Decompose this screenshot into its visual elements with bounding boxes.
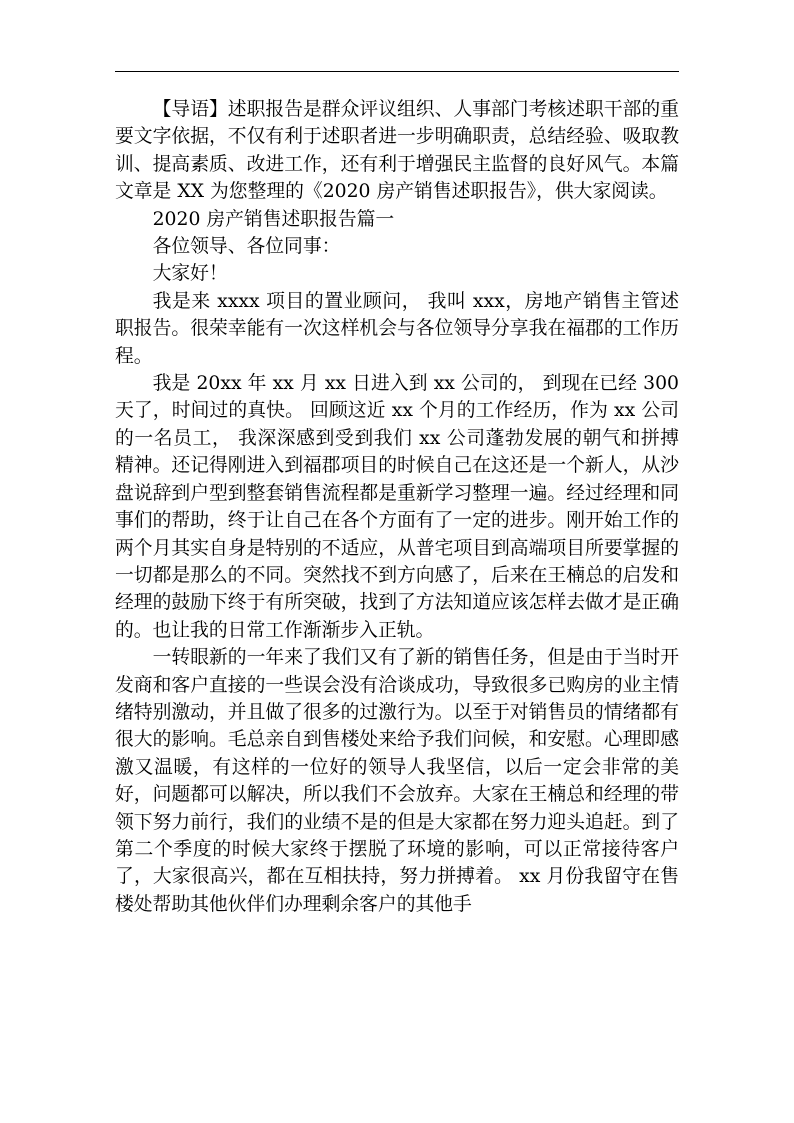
intro-paragraph: 【导语】述职报告是群众评议组织、人事部门考核述职干部的重要文字依据，不仅有利于述职者进一步明确职责，总结经验、吸取教训、提高素质、改进工作，还有利于增强民主监督的良好风气。本篇文章是 XX 为您整理的《2020 房产销售述职报告》，供大家阅读。 xyxy=(115,99,679,203)
header-rule xyxy=(115,71,679,72)
document-body xyxy=(115,96,679,918)
body-paragraph: 我是来 xxxx 项目的置业顾问， 我叫 xxx，房地产销售主管述职报告。很荣幸能有一次这样机会与各位领导分享我在福郡的工作历程。 xyxy=(115,290,679,367)
salutation: 各位领导、各位同事： xyxy=(152,236,341,258)
greeting: 大家好！ xyxy=(152,263,228,285)
body-paragraph: 我是 20xx 年 xx 月 xx 日进入到 xx 公司的， 到现在已经 300 天了，时间过的真快。 回顾这近 xx 个月的工作经历，作为 xx 公司的一名员工， 我深深感到受到我们 xx 公司蓬勃发展的朝气和拼搏精神。还记得刚进入到福郡项目的时候自己在这还是一个新人，从沙盘说辞到户型到整套销售流程都是重新学习整理一遍。经过经理和同事们的帮助，终于让自己在各个方面有了一定的进步。刚开始工作的两个月其实自身是特别的不适应，从普宅项目到高端项目所要掌握的一切都是那么的不同。突然找不到方向感了，后来在王楠总的启发和经理的鼓励下终于有所突破，找到了方法知道应该怎样去做才是正确的。也让我的日常工作渐渐步入正轨。 xyxy=(115,373,679,641)
report-heading: 2020 房产销售述职报告篇一 xyxy=(152,208,395,230)
body-paragraph: 一转眼新的一年来了我们又有了新的销售任务，但是由于当时开发商和客户直接的一些误会没有洽谈成功，导致很多已购房的业主情绪特别激动，并且做了很多的过激行为。以至于对销售员的情绪都有很大的影响。毛总亲自到售楼处来给予我们问候，和安慰。心理即感激又温暖，有这样的一位好的领导人我坚信，以后一定会非常的美好，问题都可以解决，所以我们不会放弃。大家在王楠总和经理的带领下努力前行，我们的业绩不是的但是大家都在努力迎头追赶。到了第二个季度的时候大家终于摆脱了环境的影响，可以正常接待客户了，大家很高兴，都在互相扶持，努力拼搏着。 xx 月份我留守在售楼处帮助其他伙伴们办理剩余客户的其他手 xyxy=(115,647,679,915)
